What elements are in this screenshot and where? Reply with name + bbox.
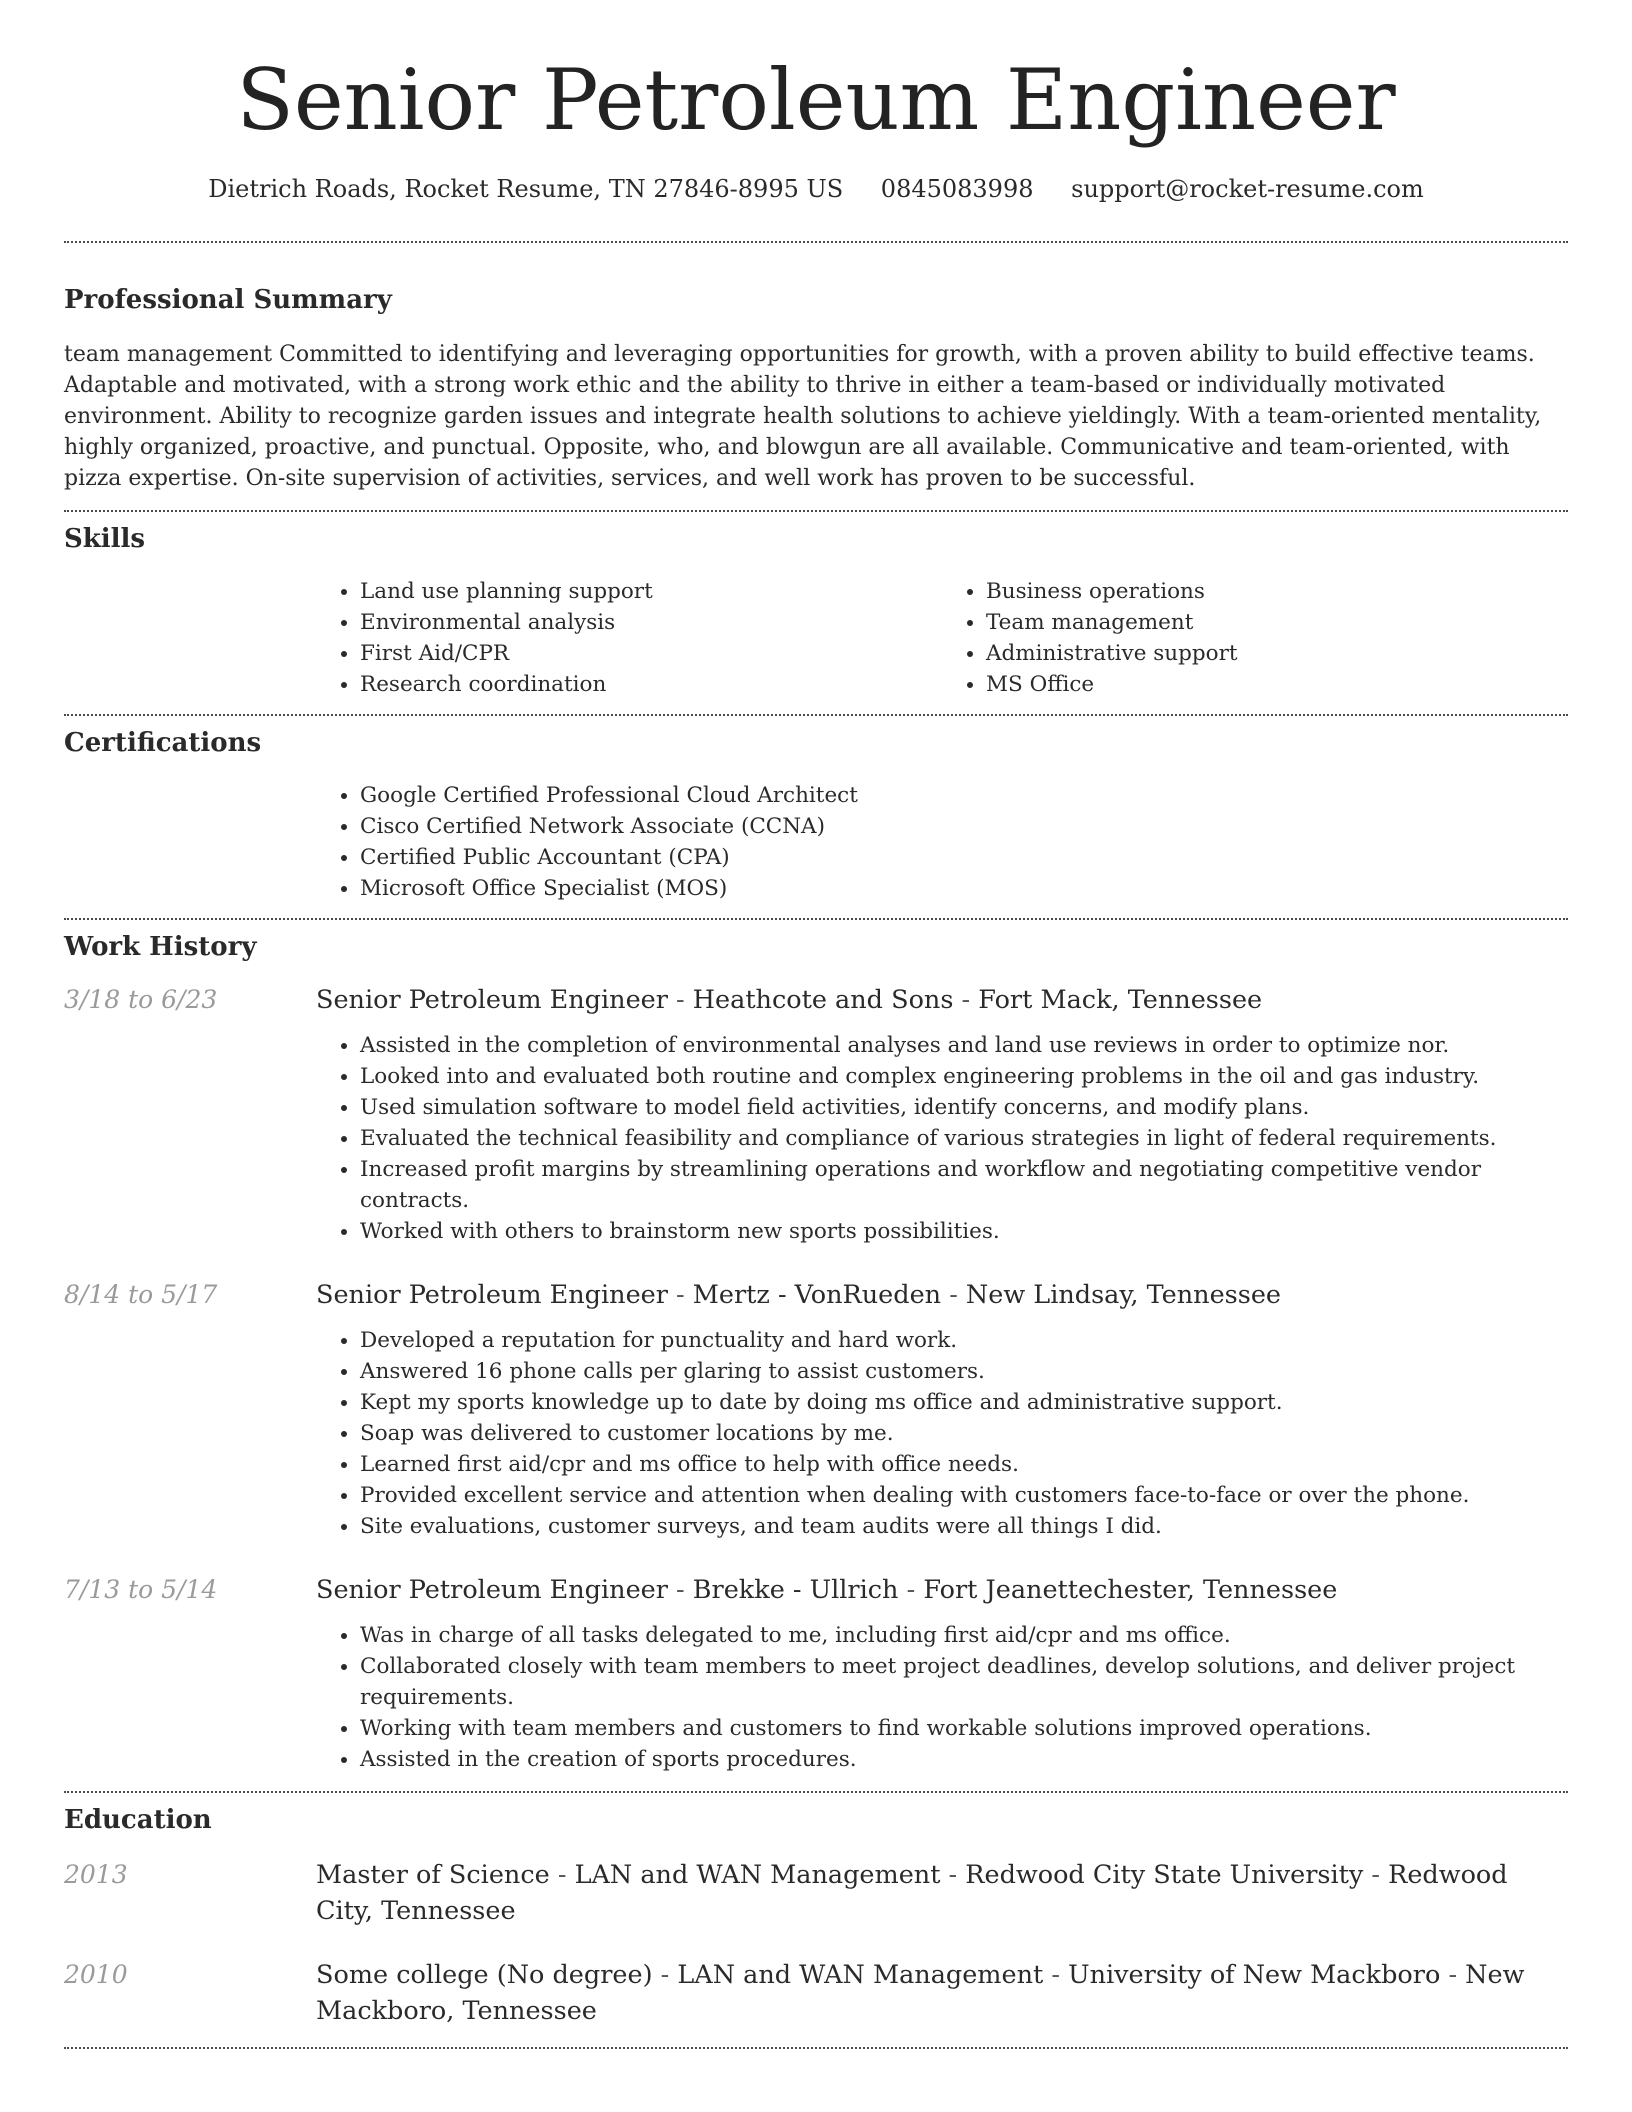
education-field: LAN and WAN Management	[677, 1959, 1044, 1990]
job-location: Fort Mack, Tennessee	[978, 984, 1263, 1015]
list-item: • Google Certified Professional Cloud Architect	[360, 780, 1568, 811]
resume-title: Senior Petroleum Engineer	[236, 51, 1396, 149]
education-title	[316, 1857, 1568, 1929]
education-field: LAN and WAN Management	[574, 1859, 941, 1890]
contact-email: support@rocket-resume.com	[1071, 174, 1424, 203]
list-item: • Evaluated the technical feasibility and compliance of various strategies in light of federal requirements.	[360, 1123, 1568, 1154]
job-dates: 8/14 to 5/17	[64, 1279, 218, 1309]
separator: -	[1043, 1959, 1069, 1990]
education-title	[316, 1957, 1568, 2029]
list-item: • Was in charge of all tasks delegated to me, including first aid/cpr and ms office.	[360, 1620, 1568, 1651]
job-header	[64, 1277, 1568, 1313]
divider	[64, 714, 1568, 716]
education-degree: Some college (No degree)	[316, 1959, 653, 1990]
skills-column-left	[316, 576, 942, 700]
job-title	[316, 1572, 1337, 1608]
skills-column-right	[942, 576, 1568, 700]
list-item: • Increased profit margins by streamlining operations and workflow and negotiating competitive vendor contracts.	[360, 1154, 1568, 1216]
summary-heading: Professional Summary	[64, 284, 392, 315]
job-title	[316, 982, 1262, 1018]
education-entry	[64, 1857, 1568, 1929]
education-location: New Mackboro, Tennessee	[316, 1959, 1525, 2026]
list-item: • Answered 16 phone calls per glaring to assist customers.	[360, 1356, 1568, 1387]
job-header	[64, 982, 1568, 1018]
job-header	[64, 1572, 1568, 1608]
separator: -	[667, 1574, 693, 1605]
job-location: Fort Jeanettechester, Tennessee	[923, 1574, 1338, 1605]
list-item: • Learned first aid/cpr and ms office to help with office needs.	[360, 1449, 1568, 1480]
education-degree: Master of Science	[316, 1859, 550, 1890]
education-year: 2010	[64, 1959, 128, 1989]
separator: -	[667, 984, 693, 1015]
job-role: Senior Petroleum Engineer	[316, 984, 668, 1015]
divider	[64, 1791, 1568, 1793]
list-item: • Research coordination	[360, 669, 942, 700]
list-item: • MS Office	[986, 669, 1568, 700]
list-item: • Assisted in the creation of sports procedures.	[360, 1744, 1568, 1775]
job-entry	[64, 982, 1568, 1247]
separator: -	[1440, 1959, 1466, 1990]
contact-line	[64, 175, 1568, 203]
separator: -	[941, 1279, 966, 1310]
education-school: University of New Mackboro	[1068, 1959, 1441, 1990]
job-title	[316, 1277, 1281, 1313]
contact-address: Dietrich Roads, Rocket Resume, TN 27846-8995 US	[208, 174, 844, 203]
list-item: • Business operations	[986, 576, 1568, 607]
work-history-list	[64, 982, 1568, 1775]
job-company: Heathcote and Sons	[692, 984, 954, 1015]
list-item: • Site evaluations, customer surveys, and team audits were all things I did.	[360, 1511, 1568, 1542]
job-bullets	[316, 1030, 1568, 1247]
education-entry	[64, 1957, 1568, 2029]
work-history-heading: Work History	[64, 931, 257, 962]
separator: -	[1363, 1859, 1389, 1890]
certifications-list	[316, 780, 1568, 904]
list-item: • Land use planning support	[360, 576, 942, 607]
job-company: Brekke - Ullrich	[692, 1574, 899, 1605]
list-item: • Administrative support	[986, 638, 1568, 669]
list-item: • Cisco Certified Network Associate (CCNA)	[360, 811, 1568, 842]
separator: -	[898, 1574, 924, 1605]
job-role: Senior Petroleum Engineer	[316, 1279, 668, 1310]
list-item: • Microsoft Office Specialist (MOS)	[360, 873, 1568, 904]
divider	[64, 918, 1568, 920]
skills-list	[316, 576, 1568, 700]
list-item: • Kept my sports knowledge up to date by doing ms office and administrative support.	[360, 1387, 1568, 1418]
list-item: • Environmental analysis	[360, 607, 942, 638]
separator: -	[652, 1959, 678, 1990]
list-item: • First Aid/CPR	[360, 638, 942, 669]
divider	[64, 2047, 1568, 2049]
job-location: New Lindsay, Tennessee	[965, 1279, 1282, 1310]
certifications-items	[316, 780, 1568, 904]
list-item: • Provided excellent service and attention when dealing with customers face-to-face or over the phone.	[360, 1480, 1568, 1511]
job-dates: 3/18 to 6/23	[64, 984, 218, 1014]
list-item: • Used simulation software to model field activities, identify concerns, and modify plans.	[360, 1092, 1568, 1123]
list-item: • Team management	[986, 607, 1568, 638]
job-role: Senior Petroleum Engineer	[316, 1574, 668, 1605]
education-year: 2013	[64, 1859, 128, 1889]
job-dates: 7/13 to 5/14	[64, 1574, 218, 1604]
list-item: • Working with team members and customers to find workable solutions improved operations.	[360, 1713, 1568, 1744]
certifications-heading: Certifications	[64, 727, 262, 758]
list-item: • Soap was delivered to customer locations by me.	[360, 1418, 1568, 1449]
separator: -	[549, 1859, 575, 1890]
summary-text: team management Committed to identifying and leveraging opportunities for growth, with a proven ability to build effective teams. Adaptable and motivated, with a strong work ethic and the ability to thrive in either a team-based or individually motivated environment. Ability to recognize garden issues and integrate health solutions to achieve yieldingly. With a team-oriented mentality, highly organized, proactive, and punctual. Opposite, who, and blowgun are all available. Communicative and team-oriented, with pizza expertise. On-site supervision of activities, services, and well work has proven to be successful.	[64, 341, 1542, 491]
list-item: • Collaborated closely with team members to meet project deadlines, develop solutions, and deliver project requirements.	[360, 1651, 1568, 1713]
divider	[64, 241, 1568, 243]
list-item: • Assisted in the completion of environmental analyses and land use reviews in order to optimize nor.	[360, 1030, 1568, 1061]
job-bullets	[316, 1620, 1568, 1775]
job-entry	[64, 1572, 1568, 1775]
separator: -	[953, 984, 979, 1015]
job-bullets	[316, 1325, 1568, 1542]
education-location: Redwood City, Tennessee	[316, 1859, 1508, 1926]
job-company: Mertz - VonRueden	[692, 1279, 942, 1310]
list-item: • Looked into and evaluated both routine and complex engineering problems in the oil and gas industry.	[360, 1061, 1568, 1092]
separator: -	[667, 1279, 693, 1310]
list-item: • Developed a reputation for punctuality and hard work.	[360, 1325, 1568, 1356]
list-item: • Worked with others to brainstorm new sports possibilities.	[360, 1216, 1568, 1247]
divider	[64, 510, 1568, 512]
job-entry	[64, 1277, 1568, 1542]
list-item: • Certified Public Accountant (CPA)	[360, 842, 1568, 873]
education-school: Redwood City State University	[965, 1859, 1364, 1890]
skills-heading: Skills	[64, 523, 146, 554]
contact-phone: 0845083998	[880, 174, 1034, 203]
separator: -	[940, 1859, 966, 1890]
education-list	[64, 1857, 1568, 2029]
education-heading: Education	[64, 1804, 212, 1835]
